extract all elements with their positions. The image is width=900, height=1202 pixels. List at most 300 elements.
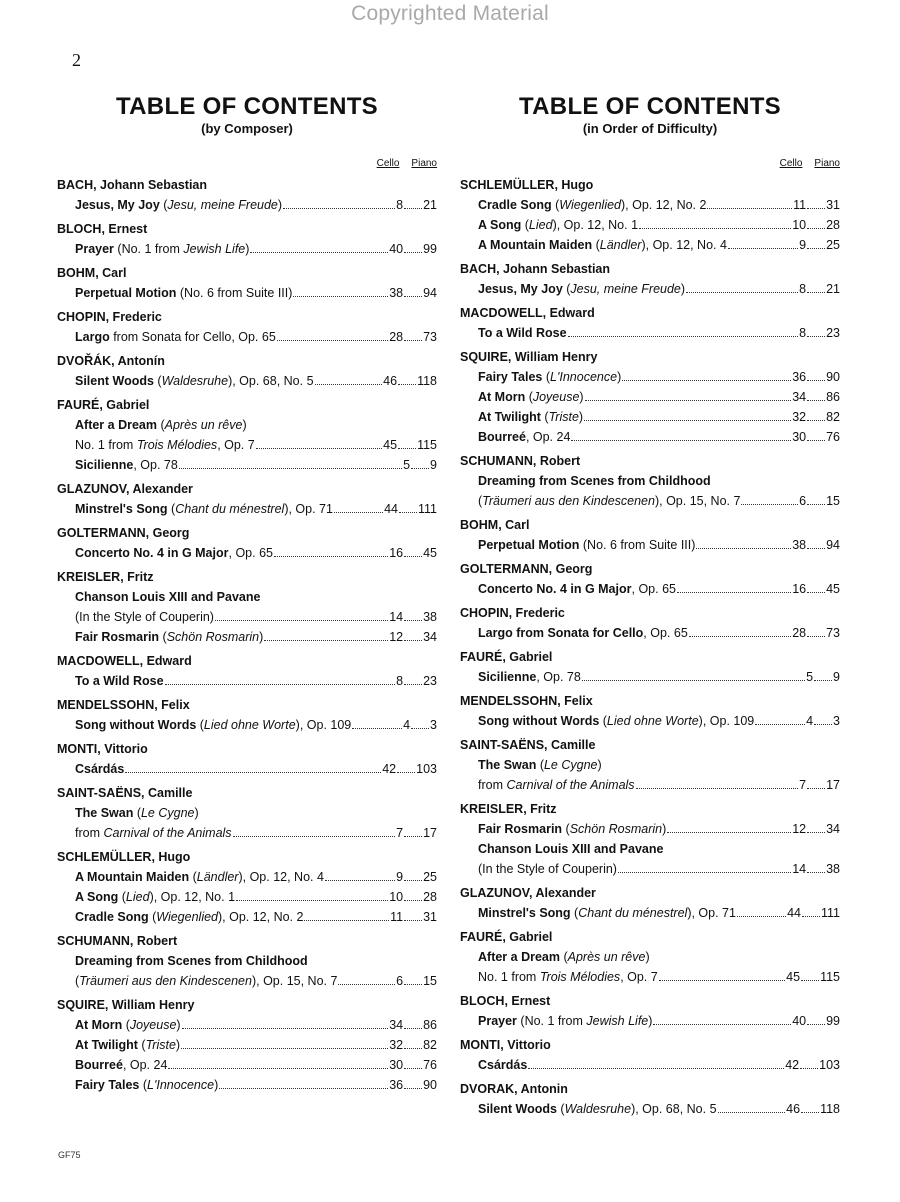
dot-leader	[802, 916, 820, 917]
toc-entry	[57, 867, 437, 887]
toc-entry	[57, 759, 437, 779]
piano-page: 9	[833, 670, 840, 684]
toc-entry	[57, 435, 437, 455]
piece-title: Cradle Song	[478, 198, 552, 212]
dot-leader	[807, 400, 825, 401]
entry-title	[478, 839, 663, 859]
piece-opus: , Op. 7	[217, 438, 255, 452]
piece-opus: )	[578, 410, 584, 424]
toc-entry	[57, 1015, 437, 1035]
piece-detail: (	[137, 1038, 146, 1052]
composer-name: SCHUMANN, Robert	[460, 454, 581, 468]
piece-subtitle: Ländler	[599, 238, 642, 252]
composer-name: SAINT-SAËNS, Camille	[57, 786, 193, 800]
entry-title	[75, 607, 214, 627]
piece-opus: )	[277, 198, 283, 212]
piano-page: 31	[826, 198, 840, 212]
piano-page: 25	[423, 870, 437, 884]
cello-page: 11	[390, 910, 404, 924]
composer-group	[460, 691, 840, 731]
piece-opus: ), Op. 12, No. 2	[621, 198, 707, 212]
piece-title: To a Wild Rose	[478, 326, 567, 340]
composer-name: MACDOWELL, Edward	[460, 306, 595, 320]
piece-title: Fair Rosmarin	[478, 822, 563, 836]
entry-title	[75, 239, 249, 259]
dot-leader	[397, 772, 415, 773]
dot-leader	[582, 680, 805, 681]
piece-title: Concerto No. 4 in G Major	[75, 546, 229, 560]
toc-entry	[57, 195, 437, 215]
composer-name: BOHM, Carl	[57, 266, 127, 280]
piano-page: 15	[826, 494, 840, 508]
cello-page: 12	[389, 630, 404, 644]
piece-title: Minstrel's Song	[75, 502, 168, 516]
dot-leader	[807, 228, 825, 229]
piece-detail: (	[521, 218, 529, 232]
piece-title: Chanson Louis XIII and Pavane	[478, 842, 664, 856]
cello-page: 36	[792, 370, 807, 384]
piece-subtitle: Chant du ménestrel	[175, 502, 285, 516]
piece-subtitle: Waldesruhe	[161, 374, 229, 388]
piano-page: 99	[423, 242, 437, 256]
dot-leader	[215, 620, 388, 621]
dot-leader	[807, 208, 825, 209]
composer-name: KREISLER, Fritz	[57, 570, 154, 584]
piece-detail: (	[542, 370, 551, 384]
cello-page: 34	[792, 390, 807, 404]
dot-leader	[696, 548, 791, 549]
piece-title: Silent Woods	[75, 374, 154, 388]
piece-subtitle: L'Innocence	[147, 1078, 215, 1092]
entry-title	[478, 367, 621, 387]
piece-title: The Swan	[478, 758, 537, 772]
piano-page: 94	[423, 286, 437, 300]
piece-subtitle: Joyeuse	[129, 1018, 177, 1032]
dot-leader	[181, 1048, 388, 1049]
piece-title: Jesus, My Joy	[478, 282, 563, 296]
cello-page: 8	[396, 198, 404, 212]
cello-page: 45	[383, 438, 398, 452]
dot-leader	[411, 728, 429, 729]
piece-detail: (	[559, 950, 568, 964]
piece-detail: (	[478, 494, 483, 508]
dot-leader	[807, 504, 825, 505]
composer-group	[57, 479, 437, 519]
dot-leader	[622, 380, 791, 381]
entry-title	[478, 1011, 652, 1031]
piece-title: A Song	[75, 890, 119, 904]
composer-name: MENDELSSOHN, Felix	[460, 694, 593, 708]
toc-entry	[460, 1099, 840, 1119]
piano-page: 25	[826, 238, 840, 252]
piece-title: Largo from Sonata for Cello	[478, 626, 644, 640]
entry-title	[75, 435, 255, 455]
dot-leader	[755, 724, 805, 725]
entry-title	[478, 711, 754, 731]
piece-detail: (	[562, 282, 571, 296]
cello-page: 10	[389, 890, 404, 904]
cello-page: 9	[799, 238, 807, 252]
cello-page: 40	[389, 242, 404, 256]
entry-title	[75, 823, 232, 843]
composer-group	[57, 567, 437, 647]
entry-title	[75, 415, 247, 435]
entry-title	[478, 1055, 527, 1075]
piece-subtitle: Träumeri aus den Kindescenen	[482, 494, 655, 508]
piano-column-header: Piano	[411, 158, 437, 169]
piece-detail: (No. 1 from	[516, 1014, 587, 1028]
piece-title: Dreaming from Scenes from Childhood	[75, 954, 308, 968]
toc-entry	[460, 967, 840, 987]
dot-leader	[404, 880, 422, 881]
cello-page: 46	[786, 1102, 801, 1116]
dot-leader	[404, 984, 422, 985]
piece-opus: )	[597, 758, 602, 772]
composer-group	[57, 351, 437, 391]
cello-page: 16	[792, 582, 807, 596]
toc-subtitle: (in Order of Difficulty)	[582, 121, 718, 136]
piece-opus: )	[176, 1018, 181, 1032]
piano-page: 76	[826, 430, 840, 444]
dot-leader	[325, 880, 395, 881]
piece-opus: ), Op. 12, No. 1	[149, 890, 236, 904]
piece-opus: , Op. 7	[620, 970, 658, 984]
piece-detail: from	[478, 778, 507, 792]
toc-entry	[57, 607, 437, 627]
toc-entry	[57, 1035, 437, 1055]
piece-subtitle: Triste	[145, 1038, 176, 1052]
piano-page: 111	[820, 906, 840, 920]
toc-entry	[460, 215, 840, 235]
toc-entry	[460, 667, 840, 687]
composer-group	[460, 175, 840, 255]
entry-title	[478, 471, 711, 491]
dot-leader	[807, 832, 825, 833]
piece-title: Bourreé	[478, 430, 526, 444]
composer-name: CHOPIN, Frederic	[460, 606, 565, 620]
footer-code: GF75	[58, 1150, 81, 1160]
toc-entry	[460, 407, 840, 427]
dot-leader	[807, 336, 825, 337]
dot-leader	[814, 680, 832, 681]
piece-detail: (No. 6 from Suite III)	[176, 286, 293, 300]
dot-leader	[404, 620, 422, 621]
piece-subtitle: Schön Rosmarin	[166, 630, 260, 644]
piano-page: 17	[826, 778, 840, 792]
dot-leader	[807, 292, 825, 293]
cello-page: 34	[389, 1018, 404, 1032]
piece-title: Prayer	[478, 1014, 517, 1028]
piece-detail: (	[189, 870, 197, 884]
piece-opus: ), Op. 12, No. 4	[238, 870, 324, 884]
dot-leader	[182, 1028, 389, 1029]
piece-subtitle: L'Innocence	[550, 370, 618, 384]
dot-leader	[639, 228, 791, 229]
cello-page: 7	[396, 826, 404, 840]
piano-page: 17	[423, 826, 437, 840]
entry-title	[478, 323, 567, 343]
dot-leader	[264, 640, 388, 641]
composer-group	[57, 175, 437, 215]
cello-page: 14	[389, 610, 404, 624]
piece-subtitle: Carnival of the Animals	[103, 826, 232, 840]
cello-page: 30	[389, 1058, 404, 1072]
composer-group	[57, 931, 437, 991]
piece-opus: ), Op. 109	[295, 718, 352, 732]
dot-leader	[352, 728, 402, 729]
dot-leader	[293, 296, 388, 297]
piece-opus: )	[579, 390, 584, 404]
entry-title	[478, 667, 581, 687]
piece-subtitle: Lied	[528, 218, 553, 232]
composer-group	[460, 559, 840, 599]
entry-title	[478, 387, 584, 407]
piece-subtitle: Triste	[548, 410, 579, 424]
toc-entry	[57, 587, 437, 607]
toc-entry	[57, 803, 437, 823]
piece-opus: )	[680, 282, 686, 296]
entry-title	[478, 407, 583, 427]
column-headers	[460, 158, 840, 172]
piece-opus: ), Op. 15, No. 7	[654, 494, 741, 508]
piece-subtitle: Lied ohne Worte	[606, 714, 699, 728]
piano-page: 90	[423, 1078, 437, 1092]
cello-page: 44	[787, 906, 801, 920]
piece-subtitle: Jesu, meine Freude	[167, 198, 278, 212]
entry-title	[75, 971, 337, 991]
dot-leader	[398, 448, 416, 449]
dot-leader	[233, 836, 396, 837]
toc-entry	[57, 415, 437, 435]
composer-group	[57, 651, 437, 691]
piece-opus: )	[242, 418, 247, 432]
dot-leader	[404, 640, 422, 641]
composer-name: GOLTERMANN, Georg	[57, 526, 190, 540]
dot-leader	[801, 1112, 819, 1113]
piece-detail: (	[122, 1018, 130, 1032]
cello-page: 32	[792, 410, 807, 424]
toc-entry	[57, 887, 437, 907]
dot-leader	[718, 1112, 786, 1113]
piano-page: 21	[423, 198, 437, 212]
toc-by-composer	[57, 95, 437, 1099]
piece-title: After a Dream	[75, 418, 157, 432]
composer-name: FAURÉ, Gabriel	[57, 398, 150, 412]
dot-leader	[584, 420, 791, 421]
entry-title	[75, 803, 199, 823]
cello-page: 8	[799, 282, 807, 296]
dot-leader	[274, 556, 388, 557]
composer-group	[460, 259, 840, 299]
toc-entry	[460, 775, 840, 795]
entry-title	[75, 671, 164, 691]
dot-leader	[737, 916, 786, 917]
entry-title	[478, 967, 658, 987]
toc-entry	[57, 907, 437, 927]
toc-entry	[460, 535, 840, 555]
piano-page: 115	[820, 970, 840, 984]
composer-group	[57, 783, 437, 843]
piece-detail: , Op. 65	[643, 626, 688, 640]
dot-leader	[807, 380, 825, 381]
dot-leader	[741, 504, 798, 505]
entry-title	[75, 715, 351, 735]
dot-leader	[404, 556, 422, 557]
toc-entry	[460, 903, 840, 923]
dot-leader	[411, 468, 429, 469]
dot-leader	[807, 548, 825, 549]
composer-group	[460, 515, 840, 555]
entry-title	[478, 819, 666, 839]
dot-leader	[667, 832, 791, 833]
piece-opus: ), Op. 109	[698, 714, 755, 728]
piano-page: 3	[430, 718, 437, 732]
toc-entry	[460, 623, 840, 643]
cello-column-header: Cello	[779, 158, 803, 169]
page-number: 2	[72, 50, 81, 70]
piece-detail: , Op. 24	[122, 1058, 168, 1072]
cello-page: 38	[389, 286, 404, 300]
piece-title: At Twilight	[75, 1038, 138, 1052]
entry-title	[75, 867, 324, 887]
piano-page: 86	[423, 1018, 437, 1032]
piano-page: 76	[423, 1058, 437, 1072]
piano-column-header: Piano	[814, 158, 840, 169]
dot-leader	[528, 1068, 784, 1069]
piece-opus: ), Op. 12, No. 1	[552, 218, 639, 232]
piece-subtitle: Jewish Life	[183, 242, 246, 256]
dot-leader	[404, 684, 422, 685]
toc-entry	[460, 711, 840, 731]
piano-page: 103	[819, 1058, 840, 1072]
entry-title	[75, 627, 263, 647]
piece-title: Sicilienne	[75, 458, 134, 472]
piece-subtitle: Chant du ménestrel	[578, 906, 688, 920]
composer-name: SCHUMANN, Robert	[57, 934, 178, 948]
dot-leader	[814, 724, 832, 725]
piece-detail: (	[592, 238, 600, 252]
cello-page: 38	[792, 538, 807, 552]
piece-title: Largo	[75, 330, 110, 344]
piece-opus: )	[617, 370, 622, 384]
composer-group	[57, 219, 437, 259]
dot-leader	[399, 512, 417, 513]
cello-page: 12	[792, 822, 807, 836]
composer-name: GOLTERMANN, Georg	[460, 562, 593, 576]
piano-page: 3	[833, 714, 840, 728]
composer-name: FAURÉ, Gabriel	[460, 930, 553, 944]
cello-page: 45	[786, 970, 801, 984]
dot-leader	[256, 448, 382, 449]
entry-title	[478, 1099, 717, 1119]
piano-page: 99	[826, 1014, 840, 1028]
piece-opus: )	[245, 242, 250, 256]
piece-subtitle: Wiegenlied	[559, 198, 621, 212]
composer-name: DVOŘÁK, Antonín	[57, 354, 165, 368]
toc-entry	[460, 195, 840, 215]
piano-page: 82	[826, 410, 840, 424]
toc-entry	[460, 367, 840, 387]
composer-group	[460, 603, 840, 643]
piece-opus: ), Op. 68, No. 5	[631, 1102, 717, 1116]
dot-leader	[404, 340, 422, 341]
cello-page: 36	[389, 1078, 404, 1092]
toc-entry	[460, 427, 840, 447]
composer-name: MONTI, Vittorio	[460, 1038, 551, 1052]
composer-group	[460, 991, 840, 1031]
piece-detail: , Op. 78	[536, 670, 581, 684]
piece-title: Dreaming from Scenes from Childhood	[478, 474, 711, 488]
toc-subtitle: (by Composer)	[201, 121, 293, 136]
cello-page: 42	[382, 762, 397, 776]
toc-entry	[460, 235, 840, 255]
dot-leader	[165, 684, 396, 685]
entry-title	[478, 195, 706, 215]
dot-leader	[801, 980, 819, 981]
cello-page: 32	[389, 1038, 404, 1052]
piece-opus: )	[259, 630, 264, 644]
piece-detail: (	[536, 758, 544, 772]
cello-page: 4	[806, 714, 814, 728]
piece-title: Csárdás	[478, 1058, 528, 1072]
piece-title: To a Wild Rose	[75, 674, 164, 688]
composer-group	[57, 263, 437, 303]
piece-subtitle: Ländler	[196, 870, 239, 884]
composer-group	[57, 739, 437, 779]
piece-title: Chanson Louis XIII and Pavane	[75, 590, 261, 604]
piece-title: A Mountain Maiden	[478, 238, 593, 252]
piece-detail: (	[139, 1078, 148, 1092]
composer-name: SCHLEMÜLLER, Hugo	[460, 178, 594, 192]
piece-detail: (	[196, 718, 204, 732]
cello-page: 16	[389, 546, 404, 560]
toc-title: TABLE OF CONTENTS	[519, 93, 781, 120]
piece-title: Csárdás	[75, 762, 125, 776]
dot-leader	[404, 900, 422, 901]
entry-title	[75, 371, 314, 391]
dot-leader	[404, 920, 422, 921]
toc-entry	[460, 579, 840, 599]
cello-page: 11	[793, 198, 807, 212]
cello-page: 28	[792, 626, 807, 640]
piece-subtitle: Jewish Life	[586, 1014, 649, 1028]
dot-leader	[677, 592, 791, 593]
piece-title: Sicilienne	[478, 670, 537, 684]
composer-name: BACH, Johann Sebastian	[460, 262, 611, 276]
toc-entry	[57, 499, 437, 519]
composer-group	[57, 847, 437, 927]
piece-detail: (	[159, 630, 167, 644]
toc-entry	[57, 951, 437, 971]
piece-detail: (	[75, 974, 80, 988]
piece-title: At Morn	[478, 390, 526, 404]
dot-leader	[304, 920, 389, 921]
piece-title: The Swan	[75, 806, 134, 820]
piece-detail: from Sonata for Cello, Op. 65	[109, 330, 276, 344]
entry-title	[478, 215, 638, 235]
dot-leader	[404, 208, 422, 209]
piano-page: 28	[826, 218, 840, 232]
composer-group	[57, 523, 437, 563]
entry-title	[75, 759, 124, 779]
piece-detail: (In the Style of Couperin)	[478, 862, 617, 876]
composer-group	[460, 799, 840, 879]
dot-leader	[571, 440, 791, 441]
cello-page: 5	[403, 458, 411, 472]
toc-entry	[460, 387, 840, 407]
piece-subtitle: Trois Mélodies	[136, 438, 218, 452]
composer-group	[57, 395, 437, 475]
